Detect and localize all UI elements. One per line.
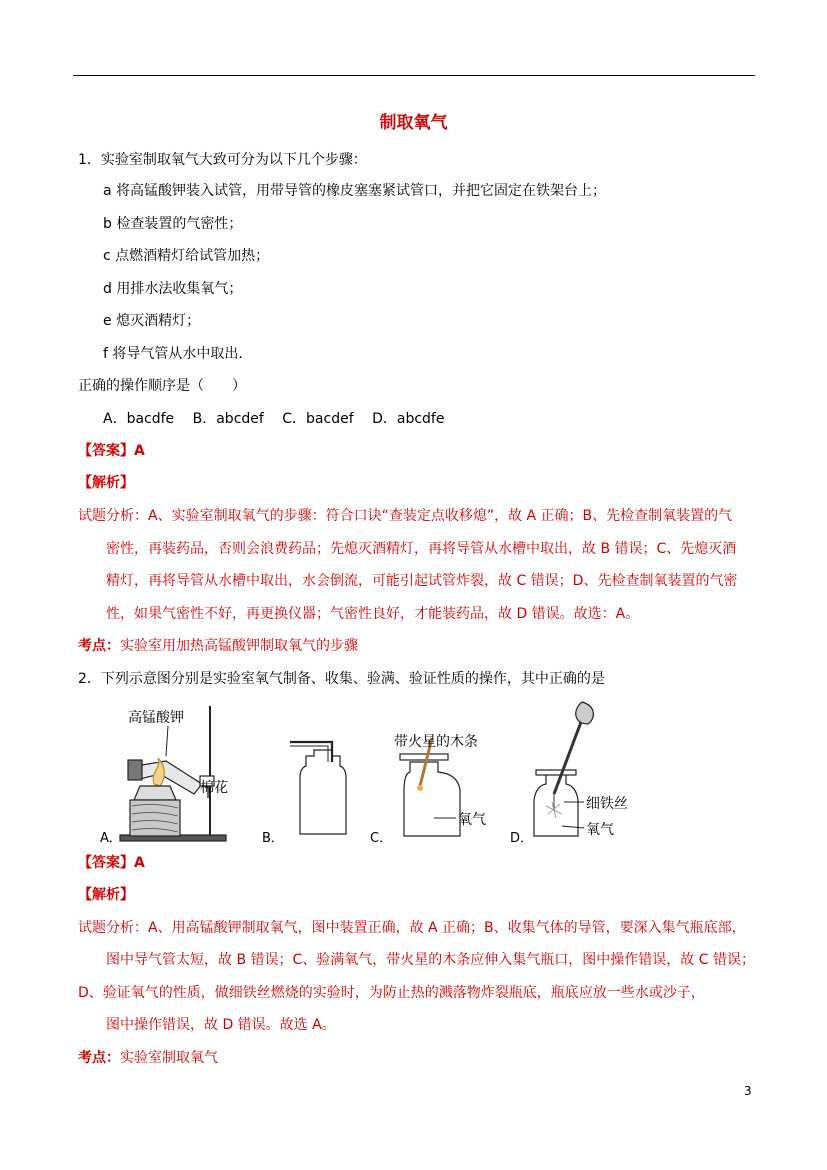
q1-stem: 1．实验室制取氧气大致可分为以下几个步骤： — [78, 152, 367, 168]
q1-answer-label: 【答案】 — [78, 443, 134, 459]
figure-b-bottle — [290, 742, 346, 834]
q2-analysis-line-2: 图中导气管太短，故 B 错误；C、验满氧气，带火星的木条应伸入集气瓶口，图中操作错误，故 C 错误； — [106, 952, 755, 968]
q2-analysis-line-4: 图中操作错误，故 D 错误。故选 A。 — [106, 1017, 336, 1033]
q1-step-e: e 熄灭酒精灯； — [103, 313, 201, 329]
figure-c-side-label: 氧气 — [458, 812, 486, 828]
q1-step-a: a 将高锰酸钾装入试管，用带导管的橡皮塞塞紧试管口，并把它固定在铁架台上； — [103, 183, 607, 199]
figure-a-top-label: 高锰酸钾 — [128, 710, 184, 726]
figure-a-side-label: 棉花 — [200, 780, 228, 796]
figure-d-side-label-2: 氧气 — [586, 822, 614, 838]
q1-analysis-line-4: 性，如果气密性不好，再更换仪器；气密性良好，才能装药品，故 D 错误。故选：A。 — [106, 606, 640, 622]
q2-analysis-line-1: 试题分析：A、用高锰酸钾制取氧气，图中装置正确，故 A 正确；B、收集气体的导管，要深入集气瓶底部， — [78, 920, 746, 936]
header-rule — [73, 75, 755, 76]
q1-answer-value: A — [134, 443, 145, 459]
figure-c-bottle — [400, 738, 460, 836]
q1-kaodian-value: 实验室用加热高锰酸钾制取氧气的步骤 — [120, 638, 358, 654]
q2-answer-value: A — [134, 855, 145, 871]
q2-stem: 2．下列示意图分别是实验室氧气制备、收集、验满、验证性质的操作，其中正确的是 — [78, 671, 605, 687]
q1-analysis-line-3: 精灯，再将导管从水槽中取出，水会倒流，可能引起试管炸裂，故 C 错误；D、先检查制氧装置的气密 — [106, 573, 738, 589]
q2-kaodian-value: 实验室制取氧气 — [120, 1050, 218, 1066]
q1-prompt: 正确的操作顺序是（ ） — [78, 378, 246, 394]
q2-kaodian — [78, 1048, 218, 1068]
q1-analysis-label: 【解析】 — [78, 475, 134, 491]
page-number: 3 — [744, 1084, 752, 1098]
q2-kaodian-label: 考点： — [78, 1050, 120, 1066]
figure-b-label: B． — [262, 831, 284, 846]
figure-d-bottle — [534, 702, 593, 836]
q2-figure — [96, 694, 656, 850]
q2-analysis-label: 【解析】 — [78, 887, 134, 903]
q1-step-c: c 点燃酒精灯给试管加热； — [103, 248, 270, 264]
q1-kaodian — [78, 636, 358, 656]
figure-a-apparatus — [120, 706, 226, 841]
q1-analysis-line-2: 密性，再装药品，否则会浪费药品；先熄灭酒精灯，再将导管从水槽中取出，故 B 错误；C、先熄灭酒 — [106, 541, 737, 557]
q1-kaodian-label: 考点： — [78, 638, 120, 654]
figure-d-side-label-1: 细铁丝 — [586, 796, 628, 812]
q1-options: A．bacdfe B．abcdef C．bacdef D．abcdfe — [103, 411, 445, 427]
q2-answer-label: 【答案】 — [78, 855, 134, 871]
q1-answer — [78, 441, 145, 461]
q1-step-d: d 用排水法收集氧气； — [103, 281, 243, 297]
figure-d-label: D． — [510, 831, 534, 846]
figure-a-label: A． — [100, 831, 122, 846]
q1-step-b: b 检查装置的气密性； — [103, 216, 243, 232]
q2-answer — [78, 853, 145, 873]
figure-c-label: C． — [370, 831, 393, 846]
q1-analysis-line-1: 试题分析：A、实验室制取氧气的步骤：符合口诀“查装定点收移熄”，故 A 正确；B、先检查制氧装置的气 — [78, 508, 733, 524]
q2-analysis-line-3: D、验证氧气的性质，做细铁丝燃烧的实验时，为防止热的溅落物炸裂瓶底，瓶底应放一些水或沙子， — [78, 985, 705, 1001]
q1-step-f: f 将导气管从水中取出． — [103, 346, 253, 362]
figure-c-top-label: 带火星的木条 — [394, 734, 478, 750]
page-title: 制取氧气 — [379, 113, 448, 133]
